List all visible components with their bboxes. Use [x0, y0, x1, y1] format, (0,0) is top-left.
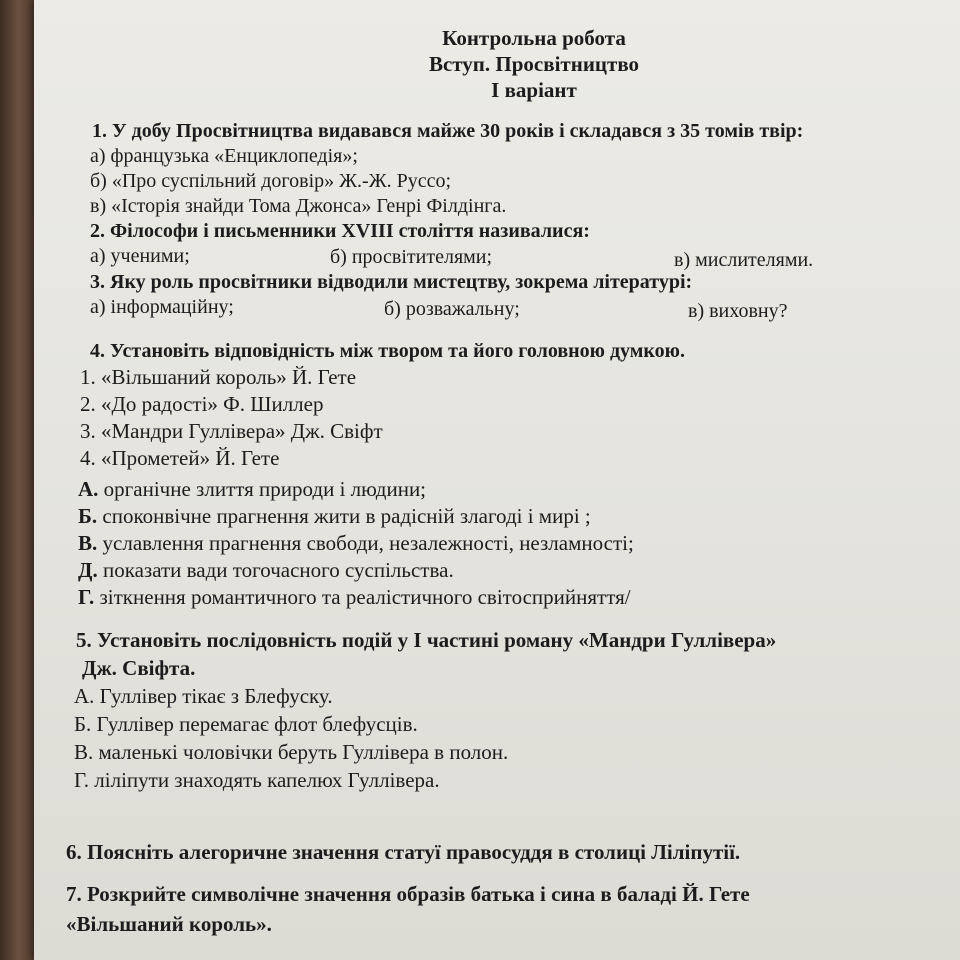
question-1-option-b: б) «Про суспільний договір» Ж.-Ж. Руссо; [90, 170, 452, 192]
question-1-option-c: в) «Історія знайди Тома Джонса» Генрі Філдінга. [90, 195, 507, 217]
question-2-option-a: а) ученими; [90, 245, 190, 267]
header-subtitle: Вступ. Просвітництво [428, 52, 640, 76]
question-4-work-4: 4. «Прометей» Й. Гете [80, 446, 280, 470]
question-4-work-1: 1. «Вільшаний король» Й. Гете [80, 365, 357, 389]
idea-text: органічне злиття природи і людини; [98, 477, 427, 501]
question-6-text: 6. Поясніть алегоричне значення статуї правосуддя в столиці Ліліпутії. [66, 840, 741, 864]
header-title: Контрольна робота [442, 26, 626, 50]
question-2-text: 2. Філософи і письменники XVIII століття називалися: [90, 220, 590, 242]
question-7-text-line-1: 7. Розкрийте символічне значення образів батька і сина в баладі Й. Гете [66, 882, 750, 906]
question-3-text: 3. Яку роль просвітники відводили мистецтву, зокрема літературі: [90, 271, 693, 293]
idea-letter: А. [78, 477, 99, 501]
idea-text: зіткнення романтичного та реалістичного світосприйняття/ [94, 585, 631, 609]
question-2-option-c: в) мислителями. [674, 249, 814, 271]
question-5-event-b: Б. Гуллівер перемагає флот блефусців. [74, 712, 418, 736]
question-4-work-2: 2. «До радості» Ф. Шиллер [80, 392, 324, 416]
question-5-event-a: А. Гуллівер тікає з Блефуску. [74, 684, 333, 708]
question-4-text: 4. Установіть відповідність між твором та його головною думкою. [90, 340, 685, 362]
idea-text: показати вади тогочасного суспільства. [97, 558, 454, 582]
question-4-idea-b [78, 506, 591, 527]
question-2-option-b: б) просвітителями; [330, 246, 493, 268]
header-variant: І варіант [491, 78, 577, 102]
idea-letter: Г. [78, 585, 95, 609]
question-4-idea-g [78, 587, 631, 608]
question-4-idea-v [78, 533, 634, 554]
question-3-option-a: а) інформаційну; [90, 296, 234, 318]
idea-letter: В. [78, 531, 98, 555]
question-7-text-line-2: «Вільшаний король». [66, 912, 272, 936]
question-1-option-a: а) французька «Енциклопедія»; [90, 145, 358, 167]
question-4-work-3: 3. «Мандри Гуллівера» Дж. Свіфт [80, 419, 383, 443]
question-4-idea-a [78, 479, 426, 500]
idea-text: споконвічне прагнення жити в радісній злагоді і мирі ; [97, 504, 591, 528]
question-1-text: 1. У добу Просвітництва видавався майже 30 років і складався з 35 томів твір: [92, 120, 804, 142]
question-5-text-line-2: Дж. Свіфта. [82, 656, 196, 680]
question-3-option-b: б) розважальну; [384, 298, 520, 320]
idea-letter: Д. [78, 558, 98, 582]
question-5-event-v: В. маленькі чоловічки беруть Гуллівера в полон. [74, 740, 509, 764]
question-3-option-c: в) виховну? [688, 300, 788, 322]
test-paper-sheet [34, 0, 960, 960]
idea-letter: Б. [78, 504, 98, 528]
idea-text: уславлення прагнення свободи, незалежності, незламності; [97, 531, 634, 555]
question-5-text-line-1: 5. Установіть послідовність подій у І частині роману «Мандри Гуллівера» [76, 628, 777, 652]
question-4-idea-d [78, 560, 454, 581]
question-5-event-g: Г. ліліпути знаходять капелюх Гуллівера. [74, 768, 440, 792]
